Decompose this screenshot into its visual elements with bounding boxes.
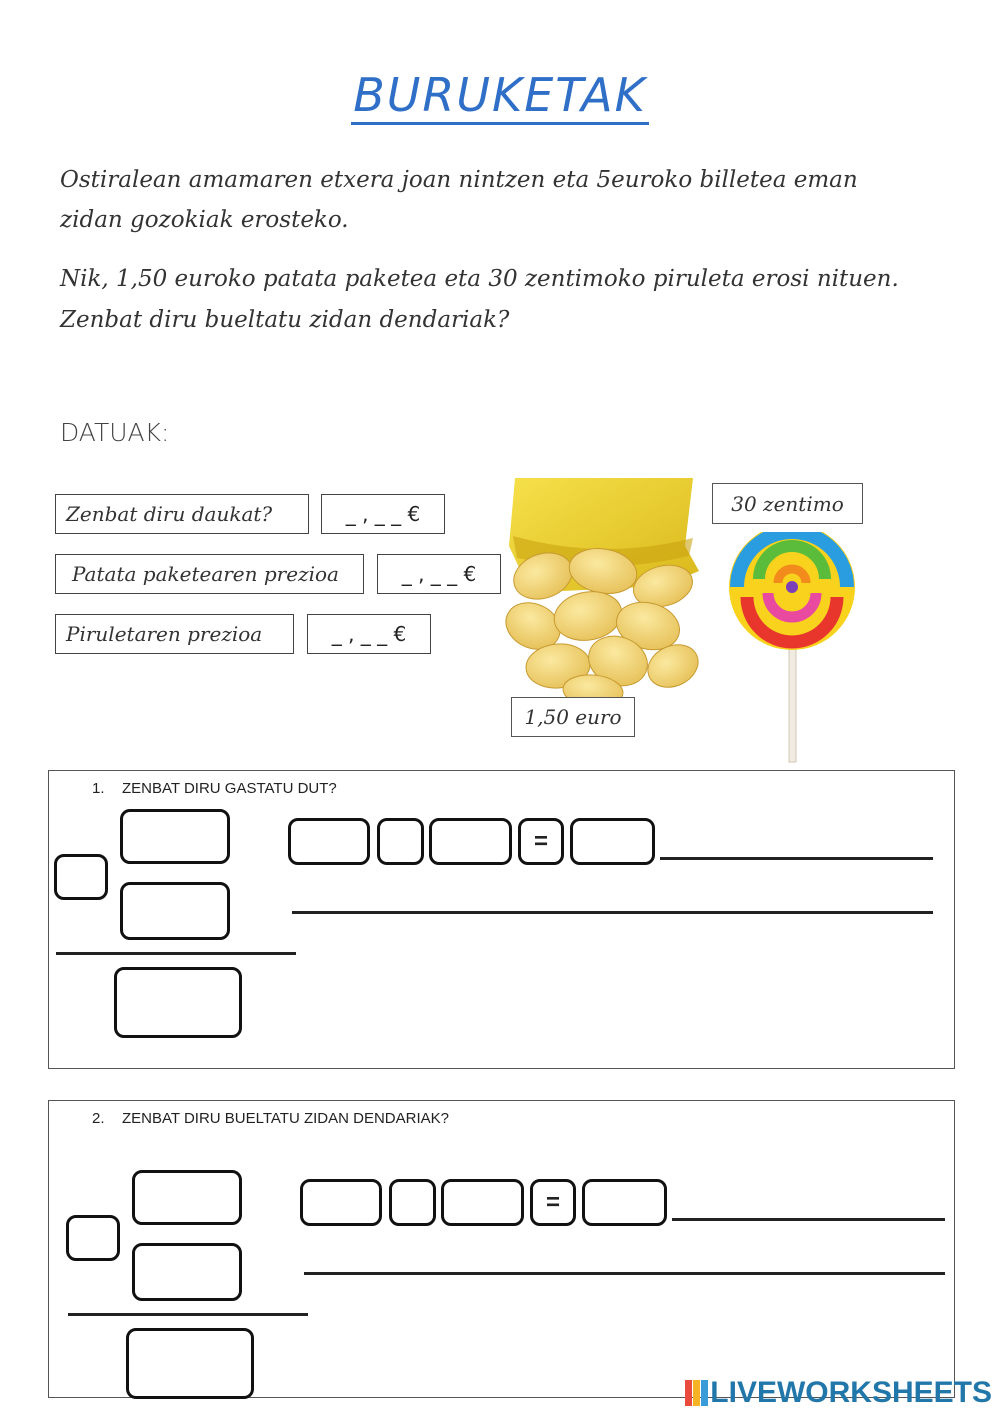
question-2-number: 2. xyxy=(92,1110,105,1127)
potato-chips-icon xyxy=(503,476,703,711)
data-label-lollipop-price: Piruletaren prezioa xyxy=(55,614,294,654)
lollipop-price-label: 30 zentimo xyxy=(712,483,863,524)
q2-eq-operator[interactable] xyxy=(389,1179,436,1226)
q2-eq-box-1[interactable] xyxy=(300,1179,382,1226)
q1-operand-1-box[interactable] xyxy=(120,809,230,864)
q1-sum-line xyxy=(56,952,296,955)
problem-line-2: zidan gozokiak erosteko. xyxy=(60,207,349,233)
watermark-text: LIVEWORKSHEETS xyxy=(710,1376,992,1409)
q1-eq-operator[interactable] xyxy=(377,818,424,865)
chips-price-label: 1,50 euro xyxy=(511,697,635,737)
q2-operator-box[interactable] xyxy=(66,1215,120,1261)
q2-operand-1-box[interactable] xyxy=(132,1170,242,1225)
question-2-title: ZENBAT DIRU BUELTATU ZIDAN DENDARIAK? xyxy=(122,1110,449,1127)
page-title: BURUKETAK xyxy=(0,68,1000,122)
liveworksheets-logo-icon xyxy=(684,1378,710,1408)
q2-eq-result[interactable] xyxy=(582,1179,667,1226)
q1-eq-result[interactable] xyxy=(570,818,655,865)
data-answer-lollipop-price[interactable]: _ , _ _ € xyxy=(307,614,431,654)
q2-equals-sign: = xyxy=(530,1179,576,1226)
q1-eq-box-1[interactable] xyxy=(288,818,370,865)
question-1-number: 1. xyxy=(92,780,105,797)
question-1-title: ZENBAT DIRU GASTATU DUT? xyxy=(122,780,337,797)
data-label-chips-price: Patata paketearen prezioa xyxy=(55,554,364,594)
problem-line-4: Zenbat diru bueltatu zidan dendariak? xyxy=(60,307,510,333)
problem-line-1: Ostiralean amamaren etxera joan nintzen eta 5euroko billetea eman xyxy=(60,167,858,193)
problem-line-3: Nik, 1,50 euroko patata paketea eta 30 zentimoko piruleta erosi nituen. xyxy=(60,266,899,292)
q2-eq-box-2[interactable] xyxy=(441,1179,524,1226)
q1-operand-2-box[interactable] xyxy=(120,882,230,940)
q2-operand-2-box[interactable] xyxy=(132,1243,242,1301)
lollipop-icon xyxy=(726,532,860,764)
q1-operator-box[interactable] xyxy=(54,854,108,900)
data-answer-money[interactable]: _ , _ _ € xyxy=(321,494,445,534)
q1-eq-box-2[interactable] xyxy=(429,818,512,865)
q1-equals-sign: = xyxy=(518,818,564,865)
q2-result-box[interactable] xyxy=(126,1328,254,1399)
watermark xyxy=(684,1376,992,1410)
q1-answer-line-1[interactable] xyxy=(660,857,933,860)
q2-sum-line xyxy=(68,1313,308,1316)
q2-answer-line-1[interactable] xyxy=(672,1218,945,1221)
q1-result-box[interactable] xyxy=(114,967,242,1038)
q2-answer-line-2[interactable] xyxy=(304,1272,945,1275)
data-label-money: Zenbat diru daukat? xyxy=(55,494,309,534)
q1-answer-line-2[interactable] xyxy=(292,911,933,914)
data-heading: DATUAK: xyxy=(60,418,170,447)
data-answer-chips-price[interactable]: _ , _ _ € xyxy=(377,554,501,594)
